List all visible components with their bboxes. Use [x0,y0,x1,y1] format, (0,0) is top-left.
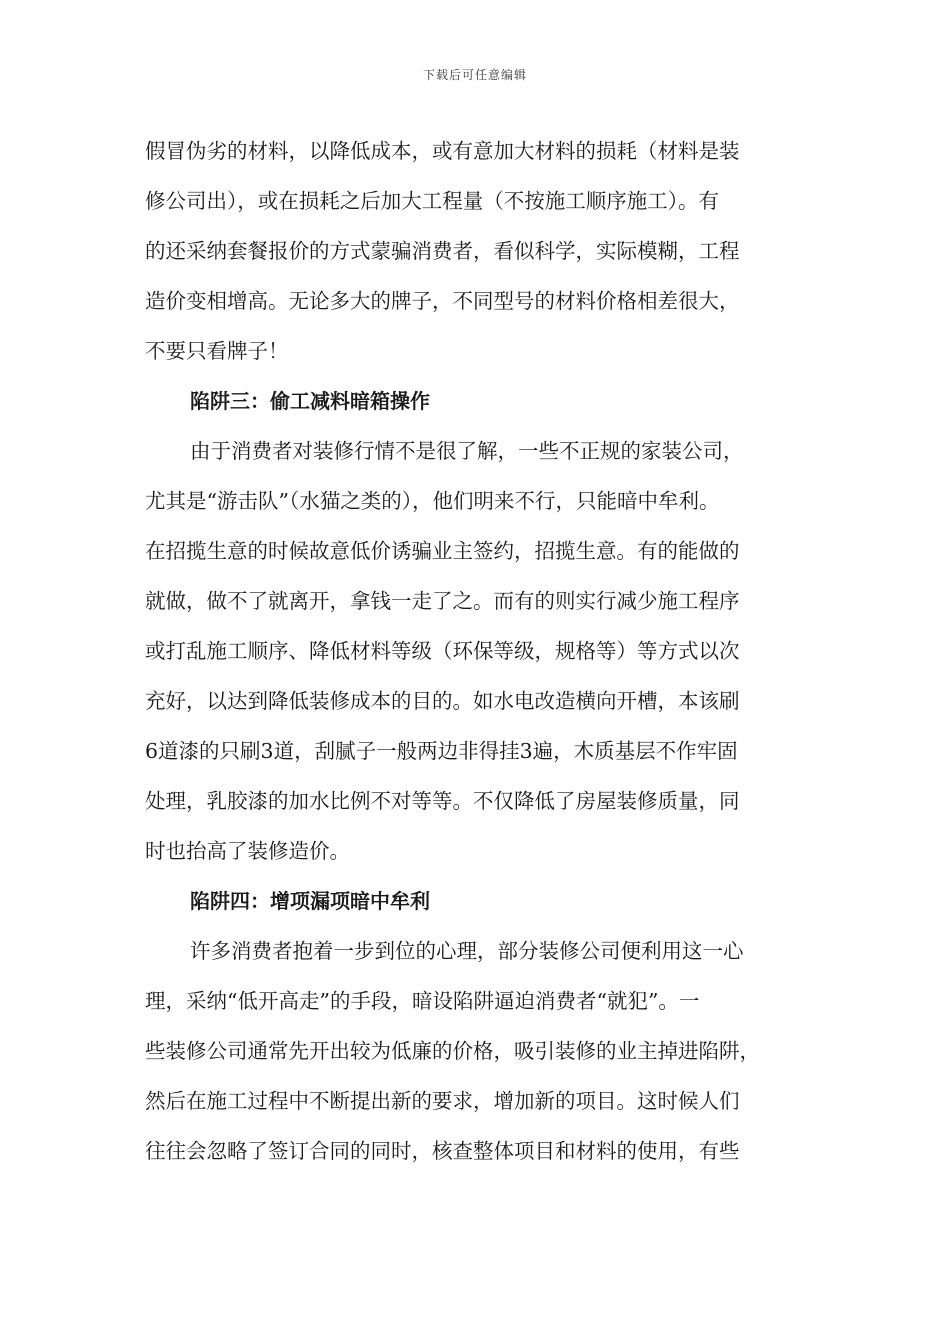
text-line: 或打乱施工顺序、降低材料等级（环保等级，规格等）等方式以次 [145,639,740,663]
text-line: 处理，乳胶漆的加水比例不对等等。不仅降低了房屋装修质量，同 [145,789,740,813]
text-line: 不要只看牌子！ [145,339,289,363]
text-line: 假冒伪劣的材料，以降低成本，或有意加大材料的损耗（材料是装 [145,139,740,163]
text-line: 造价变相增高。无论多大的牌子，不同型号的材料价格相差很大， [145,289,740,313]
text-line: 时也抬高了装修造价。 [145,839,350,863]
text-line: 在招揽生意的时候故意低价诱骗业主签约，招揽生意。有的能做的 [145,539,740,563]
text-line: 就做，做不了就离开，拿钱一走了之。而有的则实行减少施工程序 [145,589,740,613]
page-header-note: 下载后可任意编辑 [422,68,527,82]
section-heading: 陷阱三：偷工减料暗箱操作 [190,389,430,413]
text-line: 然后在施工过程中不断提出新的要求，增加新的项目。这时候人们 [145,1089,740,1113]
text-line: 往往会忽略了签订合同的同时，核查整体项目和材料的使用，有些 [145,1139,740,1163]
paragraph-first-line: 由于消费者对装修行情不是很了解，一些不正规的家装公司， [190,439,744,463]
text-line: 的还采纳套餐报价的方式蒙骗消费者，看似科学，实际模糊，工程 [145,239,740,263]
text-line: 些装修公司通常先开出较为低廉的价格，吸引装修的业主掉进陷阱， [145,1039,760,1063]
document-body [145,126,805,1176]
section-heading: 陷阱四：增项漏项暗中牟利 [190,889,430,913]
text-line: 尤其是“游击队”（水猫之类的），他们明来不行，只能暗中牟利。 [145,489,720,513]
text-line: 充好，以达到降低装修成本的目的。如水电改造横向开槽，本该刷 [145,689,740,713]
text-line: 修公司出），或在损耗之后加大工程量（不按施工顺序施工）。有 [145,189,719,213]
paragraph-first-line: 许多消费者抱着一步到位的心理，部分装修公司便利用这一心 [190,939,744,963]
text-line: 理，采纳“低开高走”的手段，暗设陷阱逼迫消费者“就犯”。一 [145,989,700,1013]
text-line: 6道漆的只刷3道，刮腻子一般两边非得挂3遍，木质基层不作牢固 [145,739,738,763]
